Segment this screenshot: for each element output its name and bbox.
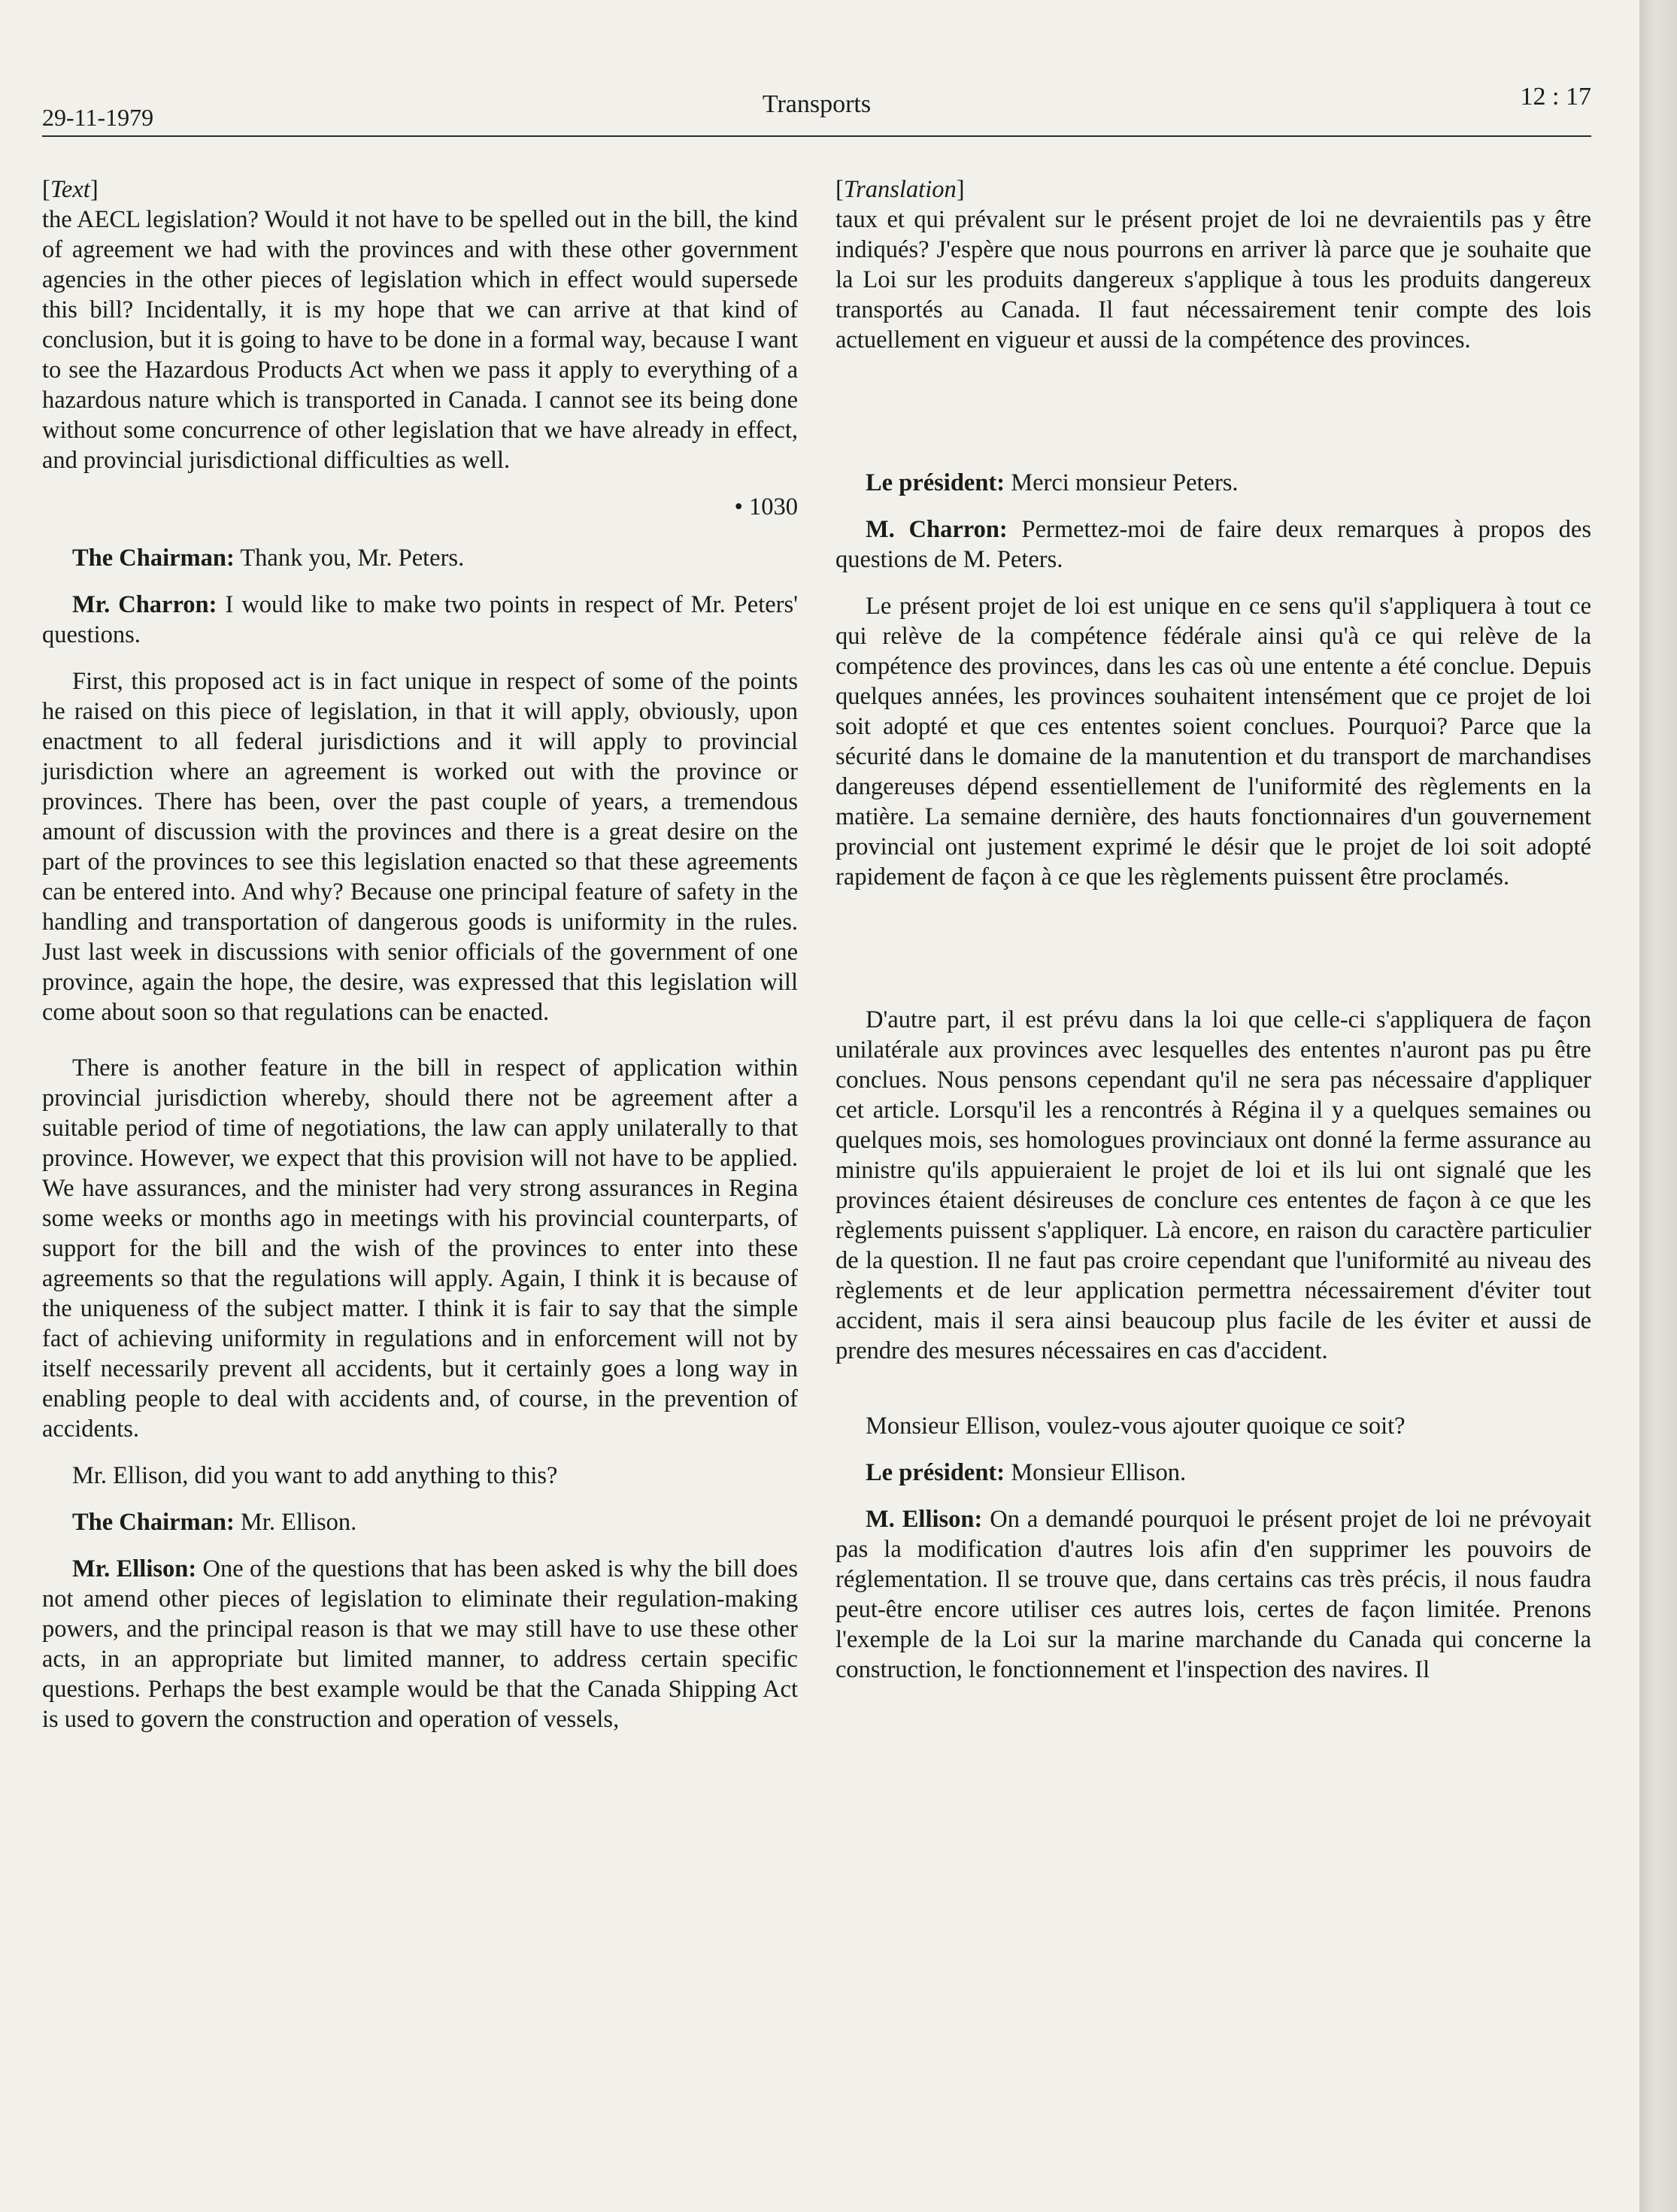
left-chairman-ellison: The Chairman: Mr. Ellison. [72, 1509, 357, 1536]
left-charron-second-point: There is another feature in the bill in respect of application within provincial jurisdiction whereby, should there not be agreement after a suitable period of time of negotiations, the law can apply unilaterally to that province. However, we expect that this provision will not have to be applied. We have assurances, and the minister had very strong assurances in Regina some weeks or months ago in meetings with his provincial counterparts, of support for the bill and the wish of the provinces to enter into these agreements so that the regulations will apply. Again, I think it is because of the uniqueness of the subject matter. I think it is fair to say that the simple fact of achieving uniformity in regulations and in enforcement will not by itself necessarily prevent all accidents, but it certainly goes a long way in enabling people to deal with accidents and, of course, in the prevention of accidents. [42, 1054, 798, 1443]
right-charron-second-point: D'autre part, il est prévu dans la loi que celle-ci s'appliquera de façon unilatérale aux provinces avec lesquelles des ententes n'auront pas pu être conclues. Nous pensons cependant qu'il ne sera pas nécessaire d'appliquer cet article. Lorsqu'il les a rencontrés à Régina il y a quelques semaines ou quelques mois, ses homologues provinciaux ont donné la ferme assurance au ministre qu'ils appuieraient le projet de loi et ils lui ont signalé que les provinces étaient désireuses de conclure ces ententes de façon à ce que les règlements puissent s'appliquer. Là encore, en raison du caractère particulier de la question. Il ne faut pas croire cependant que l'uniformité au niveau des règlements et de leur application permettra nécessairement d'éviter tout accident, mais il sera ainsi beaucoup plus facile de les éviter et aussi de prendre des mesures nécessaires en cas d'accident. [835, 1006, 1591, 1364]
speaker-name: The Chairman: [72, 545, 235, 572]
speaker-name: The Chairman: [72, 1509, 235, 1536]
header-title: Transports [762, 90, 872, 118]
speaker-name: M. Ellison: [866, 1506, 983, 1533]
header-rule [42, 135, 1591, 137]
right-charron-first-point: Le présent projet de loi est unique en ce sens qu'il s'appliquera à tout ce qui relève de la compétence fédérale ainsi qu'à ce qui relève de la compétence des provinces, dans les cas où une entente a été conclue. Depuis quelques années, les provinces souhaitent intensément que ce projet de loi soit adopté et que ces ententes soient conclues. Pourquoi? Parce que la sécurité dans le domaine de la manutention et du transport de marchandises dangereuses dépend essentiellement de l'uniformité des règlements en la matière. La semaine dernière, des hauts fonctionnaires d'un gouvernement provincial ont justement exprimé le désir que le projet de loi soit adopté rapidement de façon à ce que les règlements puissent être proclamés. [835, 593, 1591, 891]
header-page-number: 12 : 17 [1520, 83, 1591, 111]
left-charron-first-point: First, this proposed act is in fact unique in respect of some of the points he raised on this piece of legislation, in that it will apply, obviously, upon enactment to all federal jurisdictions and it will apply to provincial jurisdiction where an agreement is worked out with the province or provinces. There has been, over the past couple of years, a tremendous amount of discussion with the provinces and there is a great desire on the part of the provinces to see this legislation enacted so that these agreements can be entered into. And why? Because one principal feature of safety in the handling and transportation of dangerous goods is uniformity in the rules. Just last week in discussions with senior officials of the government of one province, again the hope, the desire, was expressed that this legislation will come about soon so that regulations can be enacted. [42, 668, 798, 1026]
right-charron-ask: Monsieur Ellison, voulez-vous ajouter quoique ce soit? [866, 1412, 1406, 1440]
header-date: 29-11-1979 [42, 104, 154, 131]
left-chairman-thanks: The Chairman: Thank you, Mr. Peters. [72, 545, 465, 572]
right-column [835, 174, 1591, 1685]
left-charron-ask: Mr. Ellison, did you want to add anything to this? [72, 1462, 558, 1489]
left-charron-intro: Mr. Charron: I would like to make two points in respect of Mr. Peters' questions. [42, 591, 798, 648]
right-ellison-answer: M. Ellison: On a demandé pourquoi le présent projet de loi ne prévoyait pas la modification d'autres lois afin d'en supprimer les pouvoirs de réglementation. Il se trouve que, dans certains cas très précis, il nous faudra peut-être encore utiliser ces autres lois, certes de façon limitée. Prenons l'exemple de la Loi sur la marine marchande du Canada qui concerne la construction, le fonctionnement et l'inspection des navires. Il [835, 1506, 1591, 1683]
speaker-name: Mr. Ellison: [72, 1555, 197, 1582]
right-charron-intro: M. Charron: Permettez-moi de faire deux remarques à propos des questions de M. Peters. [835, 516, 1591, 573]
right-president-ellison: Le président: Monsieur Ellison. [866, 1459, 1187, 1486]
left-column [42, 174, 798, 1734]
left-ellison-answer: Mr. Ellison: One of the questions that has been asked is why the bill does not amend other pieces of legislation to eliminate their regulation-making powers, and the principal reason is that we may still have to use these other acts, in an appropriate but limited manner, to address certain specific questions. Perhaps the best example would be that the Canada Shipping Act is used to govern the construction and operation of vessels, [42, 1555, 798, 1733]
speaker-name: M. Charron: [866, 516, 1008, 543]
time-mark: • 1030 [734, 493, 798, 520]
right-column-label: [Translation] [835, 176, 965, 203]
speaker-name: Mr. Charron: [72, 591, 217, 618]
speaker-name: Le président: [866, 1459, 1005, 1486]
page-header [42, 78, 1591, 138]
right-president-thanks: Le président: Merci monsieur Peters. [866, 469, 1239, 496]
speaker-name: Le président: [866, 469, 1005, 496]
left-paragraph-intro: the AECL legislation? Would it not have to be spelled out in the bill, the kind of agreement we had with the provinces and with these other government agencies in the other pieces of legislation which in effect would supersede this bill? Incidentally, it is my hope that we can arrive at that kind of conclusion, but it is going to have to be done in a formal way, because I want to see the Hazardous Products Act when we pass it apply to everything of a hazardous nature which is transported in Canada. I cannot see its being done without some concurrence of other legislation that we have already in effect, and provincial jurisdictional difficulties as well. [42, 206, 798, 474]
left-column-label: [Text] [42, 176, 99, 203]
page-edge [1639, 0, 1677, 2212]
right-paragraph-intro: taux et qui prévalent sur le présent projet de loi ne devraientils pas y être indiqués? J'espère que nous pourrons en arriver là parce que je souhaite que la Loi sur les produits dangereux s'applique à tous les produits dangereux transportés au Canada. Il faut nécessairement tenir compte des lois actuellement en vigueur et aussi de la compétence des provinces. [835, 206, 1591, 353]
